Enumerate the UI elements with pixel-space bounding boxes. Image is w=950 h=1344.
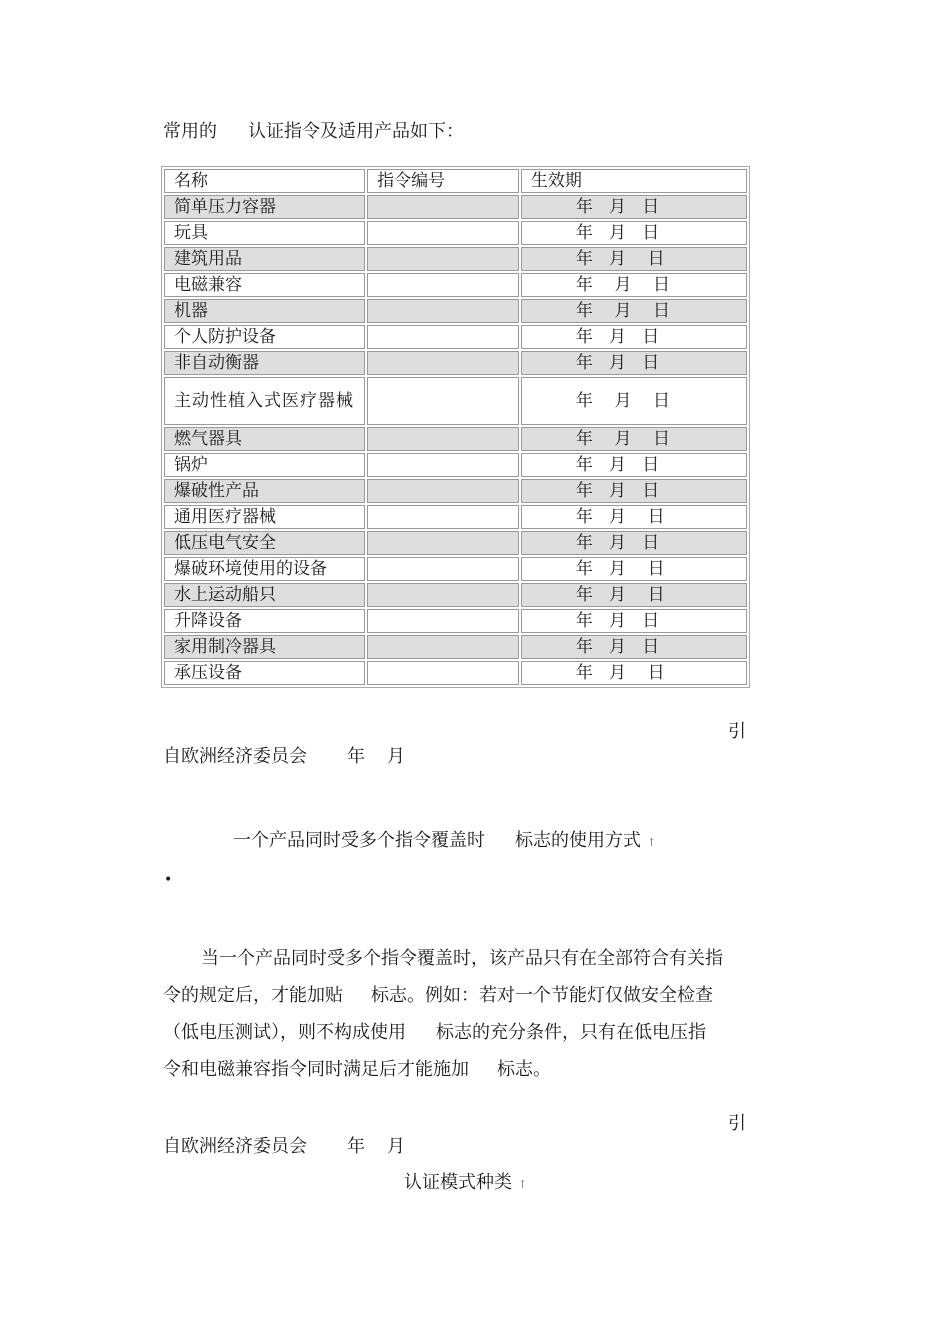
effective-date-cell bbox=[521, 195, 747, 219]
paragraph-line: （低电压测试），则不构成使用 标志的充分条件，只有在低电压指 bbox=[163, 1022, 706, 1043]
effective-date-cell bbox=[521, 479, 747, 503]
effective-date-cell bbox=[521, 325, 747, 349]
source-org: 自欧洲经济委员会 bbox=[163, 746, 307, 767]
directive-number-cell bbox=[367, 557, 519, 581]
effective-date-cell bbox=[521, 505, 747, 529]
directive-number-cell bbox=[367, 377, 519, 425]
section-heading-multi-directive bbox=[233, 829, 656, 855]
effective-date-text: 年 月 日 bbox=[575, 223, 660, 243]
product-name-cell: 主动性植入式医疗器械 bbox=[164, 377, 365, 425]
paragraph-line: 令的规定后，才能加贴 标志。例如：若对一个节能灯仅做安全检查 bbox=[163, 985, 713, 1006]
effective-date-text: 年 月 日 bbox=[575, 481, 660, 501]
product-name-cell: 锅炉 bbox=[164, 453, 365, 477]
directive-number-cell bbox=[367, 531, 519, 555]
effective-date-cell bbox=[521, 661, 747, 685]
effective-date-text: 年 月 日 bbox=[575, 559, 665, 579]
table-row bbox=[164, 505, 747, 529]
effective-date-text: 年 月 日 bbox=[575, 327, 660, 347]
product-name-cell: 水上运动船只 bbox=[164, 583, 365, 607]
source-year: 年 bbox=[347, 746, 365, 767]
return-arrow-icon: ↑ bbox=[647, 836, 657, 849]
effective-date-cell bbox=[521, 247, 747, 271]
table-row bbox=[164, 299, 747, 323]
product-name-cell: 家用制冷器具 bbox=[164, 635, 365, 659]
intro-line bbox=[163, 120, 464, 144]
table-row bbox=[164, 635, 747, 659]
table-row bbox=[164, 325, 747, 349]
product-name-cell: 爆破环境使用的设备 bbox=[164, 557, 365, 581]
table-row bbox=[164, 195, 747, 219]
header-name: 名称 bbox=[164, 169, 365, 193]
product-name-cell: 通用医疗器械 bbox=[164, 505, 365, 529]
effective-date-cell bbox=[521, 427, 747, 451]
source-month: 月 bbox=[387, 746, 405, 767]
effective-date-text: 年 月 日 bbox=[575, 507, 665, 527]
body-paragraph bbox=[163, 940, 763, 1088]
effective-date-text: 年 月 日 bbox=[575, 455, 660, 475]
heading1-part1: 一个产品同时受多个指令覆盖时 bbox=[233, 830, 485, 851]
table-row bbox=[164, 221, 747, 245]
paragraph-line: 令和电磁兼容指令同时满足后才能施加 标志。 bbox=[163, 1059, 551, 1080]
directive-number-cell bbox=[367, 635, 519, 659]
paragraph-line: 当一个产品同时受多个指令覆盖时，该产品只有在全部符合有关指 bbox=[201, 948, 723, 969]
table-row bbox=[164, 377, 747, 425]
effective-date-cell bbox=[521, 221, 747, 245]
effective-date-text: 年 月 日 bbox=[575, 429, 671, 449]
source-line bbox=[163, 745, 405, 769]
table-row bbox=[164, 531, 747, 555]
effective-date-text: 年 月 日 bbox=[575, 249, 665, 269]
directive-number-cell bbox=[367, 325, 519, 349]
table-header-row bbox=[164, 169, 747, 193]
effective-date-text: 年 月 日 bbox=[575, 301, 671, 321]
product-name-cell: 个人防护设备 bbox=[164, 325, 365, 349]
table-row bbox=[164, 351, 747, 375]
table-row bbox=[164, 479, 747, 503]
directive-number-cell bbox=[367, 221, 519, 245]
section-heading-cert-modes bbox=[404, 1171, 527, 1197]
table-row bbox=[164, 609, 747, 633]
effective-date-cell bbox=[521, 609, 747, 633]
directive-number-cell bbox=[367, 505, 519, 529]
effective-date-text: 年 月 日 bbox=[575, 197, 660, 217]
directive-number-cell bbox=[367, 195, 519, 219]
effective-date-cell bbox=[521, 273, 747, 297]
directive-number-cell bbox=[367, 351, 519, 375]
directive-number-cell bbox=[367, 273, 519, 297]
table-row bbox=[164, 427, 747, 451]
directive-number-cell bbox=[367, 247, 519, 271]
intro-part1: 常用的 bbox=[163, 121, 217, 142]
header-date: 生效期 bbox=[521, 169, 747, 193]
intro-part2: 认证指令及适用产品如下： bbox=[248, 121, 464, 142]
effective-date-text: 年 月 日 bbox=[575, 611, 660, 631]
table-row bbox=[164, 453, 747, 477]
effective-date-cell bbox=[521, 351, 747, 375]
table-row bbox=[164, 247, 747, 271]
return-arrow-icon: ↑ bbox=[518, 1178, 528, 1191]
product-name-cell: 非自动衡器 bbox=[164, 351, 365, 375]
source-year: 年 bbox=[347, 1136, 365, 1157]
heading2-text: 认证模式种类 bbox=[404, 1172, 512, 1193]
effective-date-cell bbox=[521, 635, 747, 659]
header-number: 指令编号 bbox=[367, 169, 519, 193]
product-name-cell: 承压设备 bbox=[164, 661, 365, 685]
directive-number-cell bbox=[367, 299, 519, 323]
effective-date-text: 年 月 日 bbox=[575, 533, 660, 553]
effective-date-cell bbox=[521, 557, 747, 581]
effective-date-cell bbox=[521, 531, 747, 555]
effective-date-cell bbox=[521, 583, 747, 607]
directive-number-cell bbox=[367, 609, 519, 633]
product-name-cell: 电磁兼容 bbox=[164, 273, 365, 297]
effective-date-text: 年 月 日 bbox=[575, 663, 665, 683]
effective-date-text: 年 月 日 bbox=[575, 391, 671, 411]
product-name-cell: 燃气器具 bbox=[164, 427, 365, 451]
directive-number-cell bbox=[367, 583, 519, 607]
effective-date-text: 年 月 日 bbox=[575, 637, 660, 657]
table-row bbox=[164, 583, 747, 607]
table-row bbox=[164, 661, 747, 685]
source-month: 月 bbox=[387, 1136, 405, 1157]
product-name-cell: 机器 bbox=[164, 299, 365, 323]
effective-date-cell bbox=[521, 453, 747, 477]
directive-number-cell bbox=[367, 453, 519, 477]
source-line bbox=[163, 1135, 405, 1159]
product-name-cell: 建筑用品 bbox=[164, 247, 365, 271]
product-name-cell: 爆破性产品 bbox=[164, 479, 365, 503]
product-name-cell: 低压电气安全 bbox=[164, 531, 365, 555]
source-org: 自欧洲经济委员会 bbox=[163, 1136, 307, 1157]
directive-number-cell bbox=[367, 427, 519, 451]
effective-date-text: 年 月 日 bbox=[575, 275, 671, 295]
table-row bbox=[164, 273, 747, 297]
table-row bbox=[164, 557, 747, 581]
directive-number-cell bbox=[367, 479, 519, 503]
effective-date-text: 年 月 日 bbox=[575, 353, 660, 373]
directive-number-cell bbox=[367, 661, 519, 685]
product-name-cell: 玩具 bbox=[164, 221, 365, 245]
product-name-cell: 升降设备 bbox=[164, 609, 365, 633]
directive-table bbox=[161, 166, 750, 688]
heading1-part2: 标志的使用方式 bbox=[515, 830, 641, 851]
source-yin: 引 bbox=[728, 721, 746, 742]
bullet-point: • bbox=[164, 872, 173, 888]
effective-date-text: 年 月 日 bbox=[575, 585, 665, 605]
effective-date-cell bbox=[521, 377, 747, 425]
product-name-cell: 简单压力容器 bbox=[164, 195, 365, 219]
source-yin: 引 bbox=[728, 1113, 746, 1134]
effective-date-cell bbox=[521, 299, 747, 323]
